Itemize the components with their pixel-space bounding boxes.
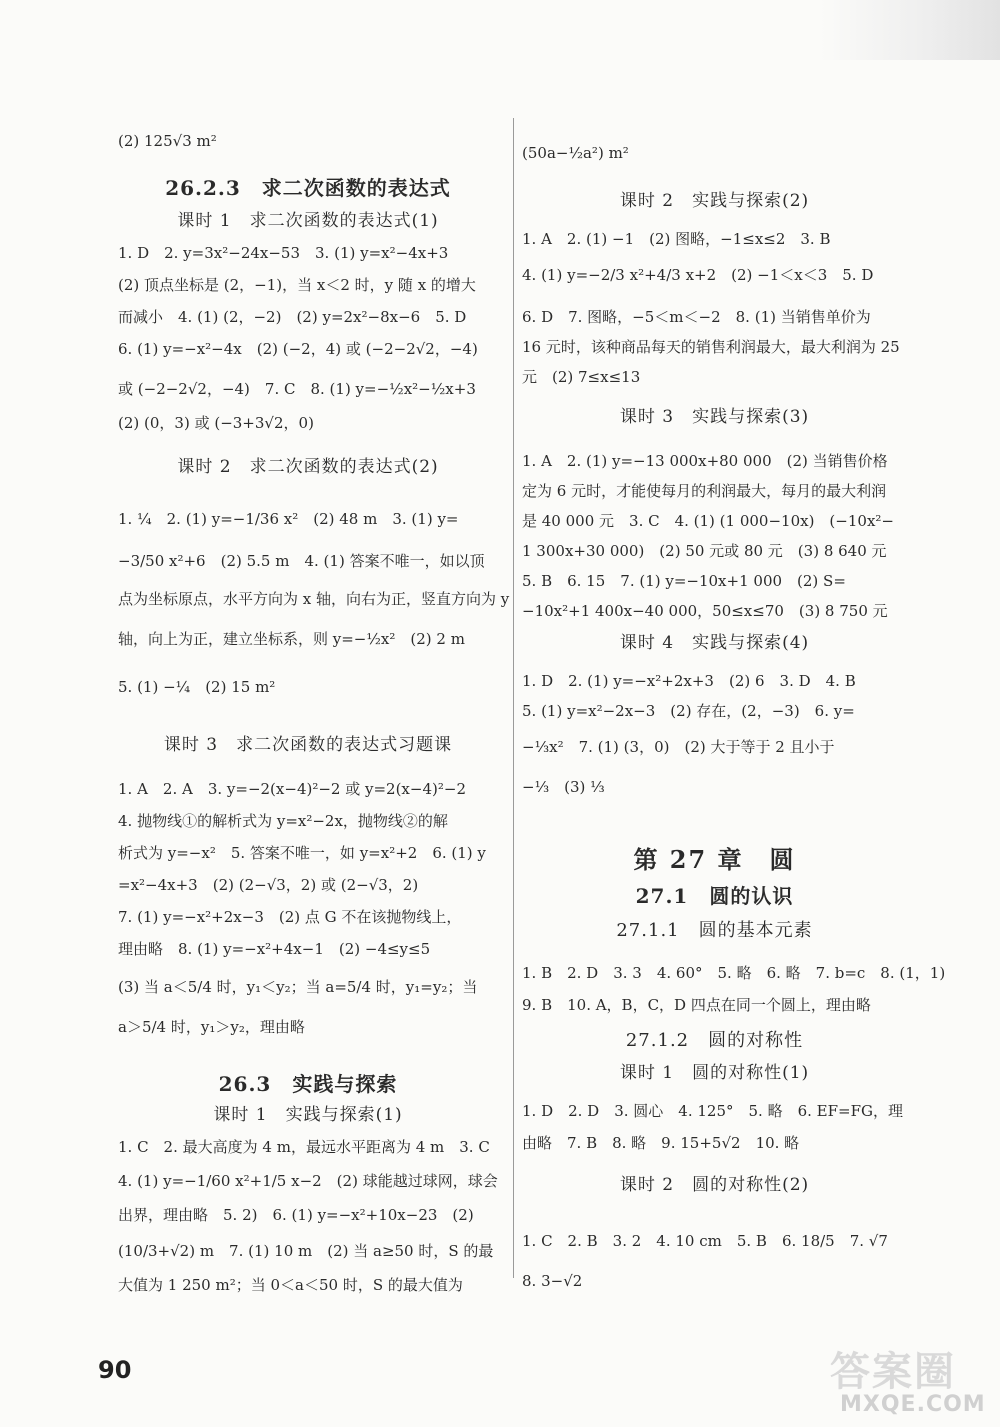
answer-line: (10/3+√2) m 7. (1) 10 m (2) 当 a≥50 时，S 的最 bbox=[118, 1242, 494, 1260]
lesson-title: 课时 2 求二次函数的表达式(2) bbox=[177, 457, 439, 477]
answer-line: =x²−4x+3 (2) (2−√3，2) 或 (2−√3，2) bbox=[118, 876, 419, 894]
answer-line: 1. B 2. D 3. 3 4. 60° 5. 略 6. 略 7. b=c 8. (1，1) bbox=[522, 964, 946, 982]
section-heading-27-1-2: 27.1.2 圆的对称性 bbox=[625, 1030, 804, 1051]
answer-line: 1. A 2. (1) −1 (2) 图略，−1≤x≤2 3. B bbox=[522, 230, 831, 248]
answer-line: 理由略 8. (1) y=−x²+4x−1 (2) −4≤y≤5 bbox=[118, 940, 431, 958]
section-heading-27-1: 27.1 圆的认识 bbox=[635, 884, 794, 908]
lesson-title: 课时 2 圆的对称性(2) bbox=[619, 1175, 810, 1195]
answer-line: (2) 125√3 m² bbox=[118, 132, 217, 150]
answer-line: 大值为 1 250 m²；当 0＜a＜50 时，S 的最大值为 bbox=[118, 1276, 463, 1294]
answer-line: 6. D 7. 图略，−5＜m＜−2 8. (1) 当销售单价为 bbox=[522, 308, 871, 326]
lesson-title: 课时 1 圆的对称性(1) bbox=[619, 1063, 810, 1083]
answer-line: 1. A 2. A 3. y=−2(x−4)²−2 或 y=2(x−4)²−2 bbox=[118, 780, 466, 798]
watermark-url: MXQE.COM bbox=[840, 1392, 986, 1417]
answer-line: 4. 抛物线①的解析式为 y=x²−2x，抛物线②的解 bbox=[118, 812, 448, 830]
answer-line: (50a−½a²) m² bbox=[522, 144, 629, 162]
answer-line: 5. B 6. 15 7. (1) y=−10x+1 000 (2) S= bbox=[522, 572, 846, 590]
answer-line: 8. 3−√2 bbox=[522, 1272, 583, 1290]
answer-line: −10x²+1 400x−40 000，50≤x≤70 (3) 8 750 元 bbox=[522, 602, 888, 620]
answer-line: 1. ¼ 2. (1) y=−1/36 x² (2) 48 m 3. (1) y= bbox=[118, 510, 459, 528]
lesson-title: 课时 4 实践与探索(4) bbox=[619, 633, 810, 653]
watermark-logo bbox=[830, 1340, 998, 1425]
answer-line: 由略 7. B 8. 略 9. 15+5√2 10. 略 bbox=[522, 1134, 800, 1152]
section-heading-27-1-1: 27.1.1 圆的基本元素 bbox=[616, 920, 813, 941]
answer-line: a＞5/4 时，y₁＞y₂，理由略 bbox=[118, 1018, 305, 1036]
answer-line: 或 (−2−2√2，−4) 7. C 8. (1) y=−½x²−½x+3 bbox=[118, 380, 476, 398]
answer-line: 点为坐标原点，水平方向为 x 轴，向右为正，竖直方向为 y bbox=[118, 590, 510, 608]
answer-line: 9. B 10. A，B，C，D 四点在同一个圆上，理由略 bbox=[522, 996, 871, 1014]
answer-line: (3) 当 a＜5/4 时，y₁＜y₂；当 a=5/4 时，y₁=y₂；当 bbox=[118, 978, 478, 996]
answer-line: 轴，向上为正，建立坐标系，则 y=−½x² (2) 2 m bbox=[118, 630, 465, 648]
answer-line: 定为 6 元时，才能使每月的利润最大，每月的最大利润 bbox=[522, 482, 887, 500]
section-heading-26-2-3: 26.2.3 求二次函数的表达式 bbox=[165, 176, 451, 200]
lesson-title: 课时 3 实践与探索(3) bbox=[619, 407, 810, 427]
answer-line: 1. A 2. (1) y=−13 000x+80 000 (2) 当销售价格 bbox=[522, 452, 888, 470]
page-corner-shadow bbox=[820, 0, 1000, 60]
answer-line: 出界，理由略 5. 2) 6. (1) y=−x²+10x−23 (2) bbox=[118, 1206, 474, 1224]
lesson-title: 课时 2 实践与探索(2) bbox=[619, 191, 810, 211]
answer-line: (2) 顶点坐标是 (2，−1)，当 x＜2 时，y 随 x 的增大 bbox=[118, 276, 476, 294]
answer-line: 1. D 2. (1) y=−x²+2x+3 (2) 6 3. D 4. B bbox=[522, 672, 856, 690]
answer-line: 元 (2) 7≤x≤13 bbox=[522, 368, 641, 386]
answer-line: 4. (1) y=−2/3 x²+4/3 x+2 (2) −1＜x＜3 5. D bbox=[522, 266, 874, 284]
answer-line: 是 40 000 元 3. C 4. (1) (1 000−10x) (−10x²− bbox=[522, 512, 894, 530]
answer-line: 1. D 2. D 3. 圆心 4. 125° 5. 略 6. EF=FG，理 bbox=[522, 1102, 903, 1120]
answer-line: 1. C 2. B 3. 2 4. 10 cm 5. B 6. 18/5 7. √7 bbox=[522, 1232, 888, 1250]
answer-line: −3/50 x²+6 (2) 5.5 m 4. (1) 答案不唯一，如以顶 bbox=[118, 552, 485, 570]
lesson-title: 课时 1 实践与探索(1) bbox=[213, 1105, 403, 1125]
column-divider bbox=[513, 118, 514, 1278]
answer-line: 1. D 2. y=3x²−24x−53 3. (1) y=x²−4x+3 bbox=[118, 244, 449, 262]
answer-line: (2) (0，3) 或 (−3+3√2，0) bbox=[118, 414, 314, 432]
section-heading-26-3: 26.3 实践与探索 bbox=[218, 1072, 398, 1096]
answer-line: 而减小 4. (1) (2，−2) (2) y=2x²−8x−6 5. D bbox=[118, 308, 467, 326]
answer-line: −⅓ (3) ⅓ bbox=[522, 778, 605, 796]
answer-line: 5. (1) y=x²−2x−3 (2) 存在，(2，−3) 6. y= bbox=[522, 702, 855, 720]
answer-line: 4. (1) y=−1/60 x²+1/5 x−2 (2) 球能越过球网，球会 bbox=[118, 1172, 498, 1190]
lesson-title: 课时 1 求二次函数的表达式(1) bbox=[177, 211, 439, 231]
answer-line: 16 元时，该种商品每天的销售利润最大，最大利润为 25 bbox=[522, 338, 900, 356]
answer-line: −⅓x² 7. (1) (3，0) (2) 大于等于 2 且小于 bbox=[522, 738, 835, 756]
page-number: 90 bbox=[98, 1356, 132, 1384]
answer-line: 析式为 y=−x² 5. 答案不唯一，如 y=x²+2 6. (1) y bbox=[118, 844, 486, 862]
answer-line: 1 300x+30 000) (2) 50 元或 80 元 (3) 8 640 元 bbox=[522, 542, 887, 560]
lesson-title: 课时 3 求二次函数的表达式习题课 bbox=[163, 735, 453, 755]
answer-line: 6. (1) y=−x²−4x (2) (−2，4) 或 (−2−2√2，−4) bbox=[118, 340, 478, 358]
answer-line: 1. C 2. 最大高度为 4 m，最远水平距离为 4 m 3. C bbox=[118, 1138, 490, 1156]
watermark-text: 答案圈 bbox=[830, 1349, 956, 1395]
answer-line: 7. (1) y=−x²+2x−3 (2) 点 G 不在该抛物线上， bbox=[118, 908, 462, 926]
chapter-heading: 第 27 章 圆 bbox=[633, 845, 796, 874]
answer-line: 5. (1) −¼ (2) 15 m² bbox=[118, 678, 276, 696]
